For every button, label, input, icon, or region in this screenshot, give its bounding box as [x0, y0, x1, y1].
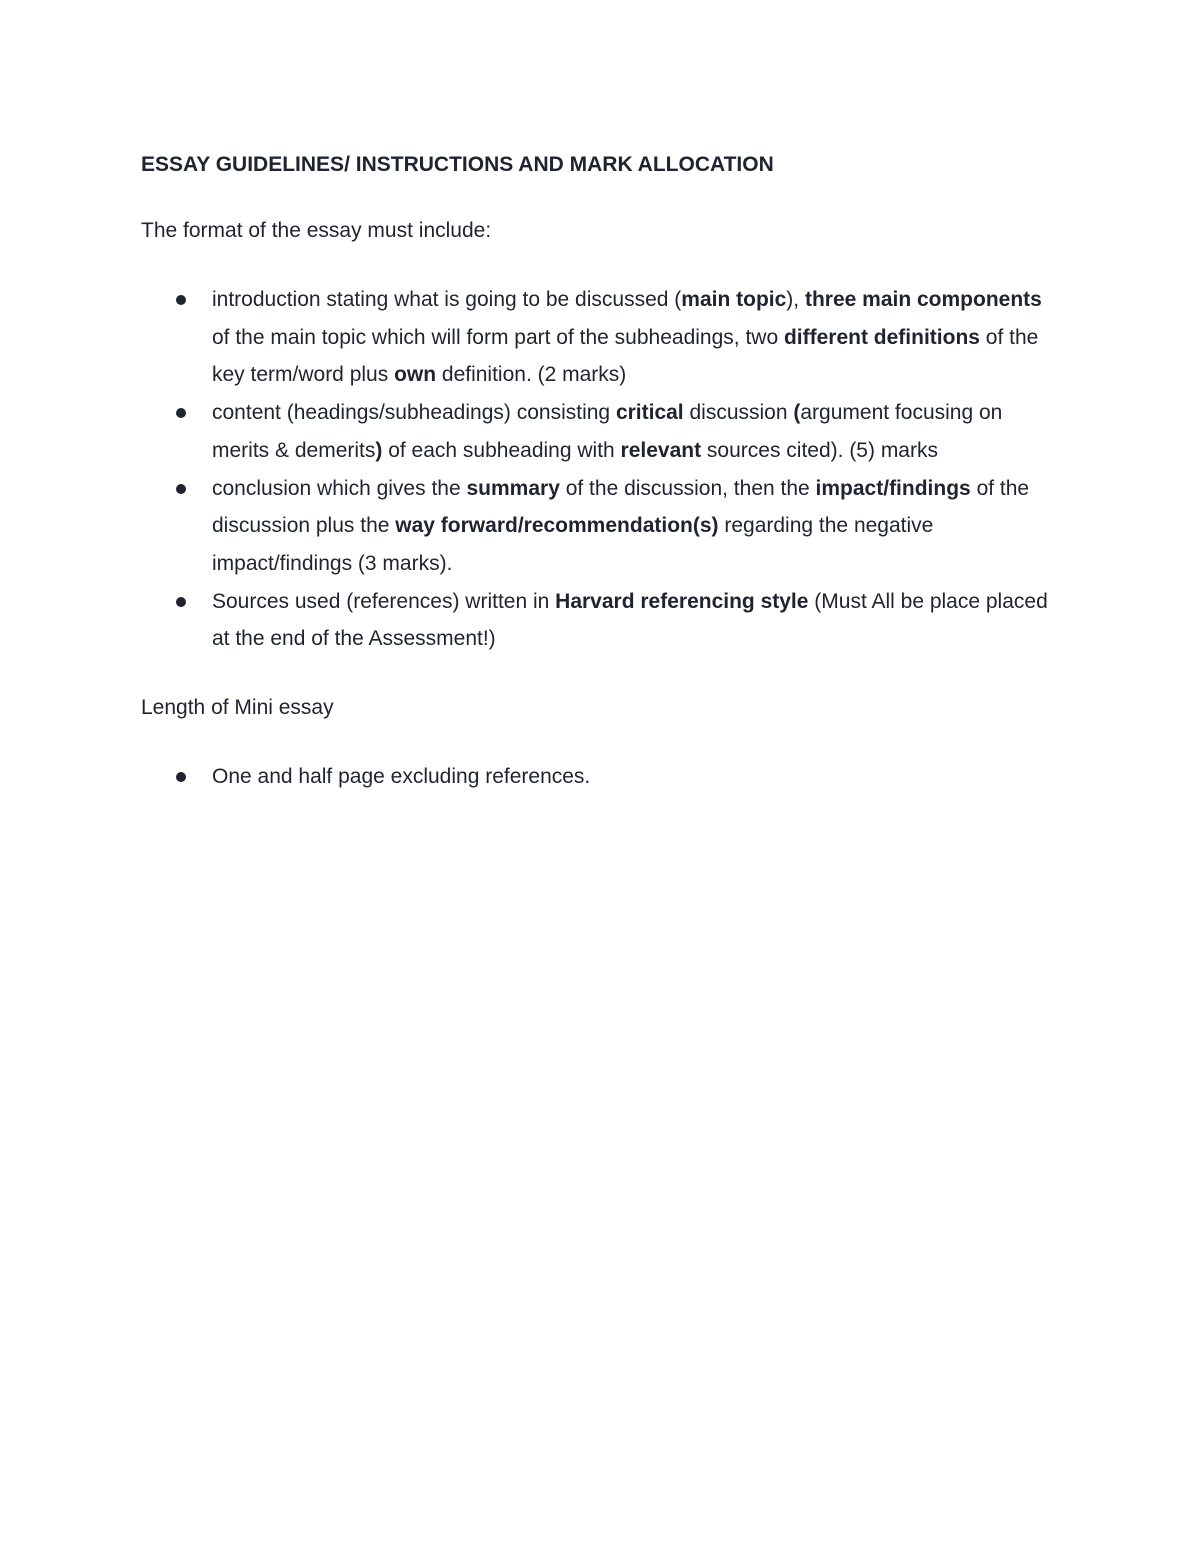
list-item-sources: Sources used (references) written in Harvard referencing style (Must All be place placed at the end of the Assessment!): [141, 583, 1061, 658]
list-item-length: One and half page excluding references.: [141, 758, 1061, 796]
bullet-icon: [176, 295, 186, 305]
list-item-content: content (headings/subheadings) consisting critical discussion (argument focusing on merits & demerits) of each subheading with relevant sources cited). (5) marks: [141, 394, 1061, 469]
list-item-introduction: introduction stating what is going to be discussed (main topic), three main components of the main topic which will form part of the subheadings, two different definitions of the key term/word plus own definition. (2 marks): [141, 281, 1061, 394]
format-list: [141, 281, 1061, 658]
bullet-icon: [176, 408, 186, 418]
format-intro: The format of the essay must include:: [141, 219, 492, 242]
document-page: [141, 150, 1061, 796]
bullet-icon: [176, 484, 186, 494]
list-item-conclusion: conclusion which gives the summary of the discussion, then the impact/findings of the discussion plus the way forward/recommendation(s) regarding the negative impact/findings (3 marks).: [141, 470, 1061, 583]
bullet-icon: [176, 597, 186, 607]
bullet-icon: [176, 772, 186, 782]
length-heading: Length of Mini essay: [141, 696, 334, 720]
length-list: [141, 758, 1061, 796]
document-title: ESSAY GUIDELINES/ INSTRUCTIONS AND MARK ALLOCATION: [141, 153, 774, 176]
